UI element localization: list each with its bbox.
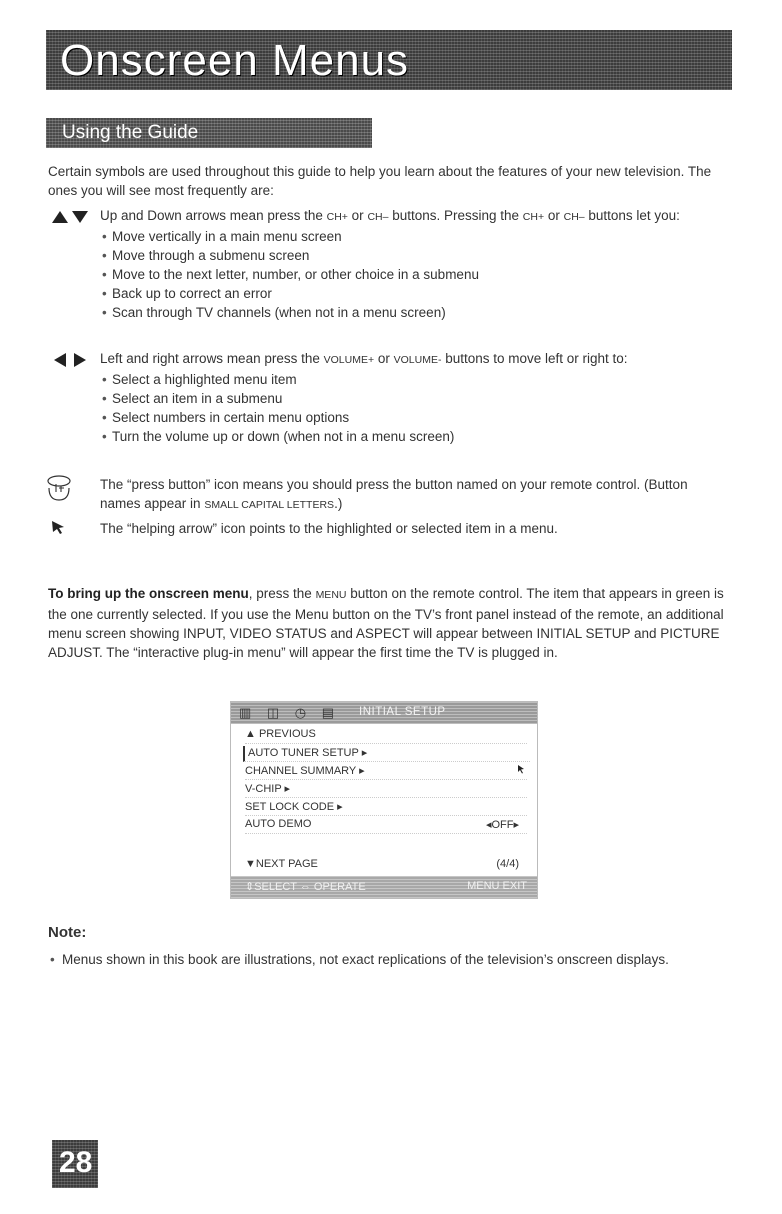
menu-heading: INITIAL SETUP — [359, 706, 446, 718]
chapter-title-bar — [46, 30, 732, 90]
menu-row-next-page: ▼NEXT PAGE (4/4) — [245, 858, 519, 870]
left-right-arrows-icon — [50, 350, 90, 370]
list-item: • Move through a submenu screen — [100, 246, 730, 265]
section-title-bar — [46, 118, 372, 148]
list-item: • Turn the volume up or down (when not in a menu screen) — [100, 427, 730, 446]
helping-definition: The “helping arrow” icon points to the highlighted or selected item in a menu. — [100, 521, 558, 536]
page-number-badge — [52, 1140, 98, 1188]
menu-row-channel-summary: CHANNEL SUMMARY ▸ — [245, 764, 527, 780]
list-item: • Select numbers in certain menu options — [100, 408, 730, 427]
updown-list — [100, 227, 730, 322]
list-item: • Scan through TV channels (when not in a menu screen) — [100, 303, 730, 322]
onscreen-menu-illustration — [230, 701, 538, 899]
list-item: • Move vertically in a main menu screen — [100, 227, 730, 246]
leftright-list — [100, 370, 730, 446]
leftright-definition: Left and right arrows mean press the VOLUME+ or VOLUME- buttons to move left or right to: • Select a highlighted menu item • Select an item in a submenu • Select numbers in certain menu options • Turn the volume up or down (when not in a menu screen) — [100, 349, 730, 446]
updown-definition: Up and Down arrows mean press the CH+ or CH– buttons. Pressing the CH+ or CH– buttons let you: • Move vertically in a main menu screen • Move through a submenu screen • Move to the next letter, number, or other choice in a submenu • Back up to correct an error • Scan through TV channels (when not in a menu screen) — [100, 206, 730, 322]
menu-paragraph: To bring up the onscreen menu, press the MENU button on the remote control. The item that appears in green is the one currently selected. If you use the Menu button on the TV’s front panel instead of the remote, an additional menu screen showing INPUT, VIDEO STATUS and ASPECT will appear between INITIAL SETUP and PICTURE ADJUST. The “interactive plug-in menu” will appear the first time the TV is plugged in. — [48, 586, 724, 660]
up-down-arrows-icon — [50, 207, 90, 227]
list-item: • Menus shown in this book are illustrations, not exact replications of the television’s onscreen displays. — [48, 950, 732, 969]
menu-footer-select: ⇕SELECT ⇔ OPERATE — [245, 881, 366, 893]
list-item: • Select a highlighted menu item — [100, 370, 730, 389]
press-button-icon — [46, 474, 72, 502]
menu-header-bar — [231, 702, 537, 724]
menu-row-auto-demo: AUTO DEMO ◂OFF▸ — [245, 818, 527, 834]
menu-row-set-lock-code: SET LOCK CODE ▸ — [245, 800, 527, 816]
menu-category-icons: ▥ ◫ ◷ ▤ — [239, 705, 341, 720]
helping-arrow-icon — [50, 519, 66, 535]
menu-footer-bar — [231, 876, 537, 898]
menu-footer-exit: MENU EXIT — [467, 880, 527, 892]
menu-page-indicator: (4/4) — [496, 858, 519, 870]
note-list — [48, 950, 732, 969]
list-item: • Select an item in a submenu — [100, 389, 730, 408]
list-item: • Back up to correct an error — [100, 284, 730, 303]
section-title: Using the Guide — [62, 122, 199, 143]
menu-row-auto-tuner-setup: AUTO TUNER SETUP ▸ — [243, 746, 530, 762]
auto-demo-value: ◂OFF▸ — [485, 819, 519, 831]
list-item: • Move to the next letter, number, or other choice in a submenu — [100, 265, 730, 284]
press-definition: The “press button” icon means you should press the button named on your remote control. (Button names appear in SMALL CAPITAL LETTERS.) — [100, 477, 688, 511]
chapter-title: Onscreen Menus — [60, 36, 410, 85]
page-number: 28 — [59, 1146, 93, 1179]
intro-paragraph: Certain symbols are used throughout this guide to help you learn about the features of your new television. The ones you will see most frequently are: — [48, 164, 712, 198]
note-heading: Note: — [48, 924, 87, 941]
helping-arrow-icon — [517, 764, 525, 774]
menu-row-previous: ▲ PREVIOUS — [245, 728, 527, 744]
menu-row-v-chip: V-CHIP ▸ — [245, 782, 527, 798]
